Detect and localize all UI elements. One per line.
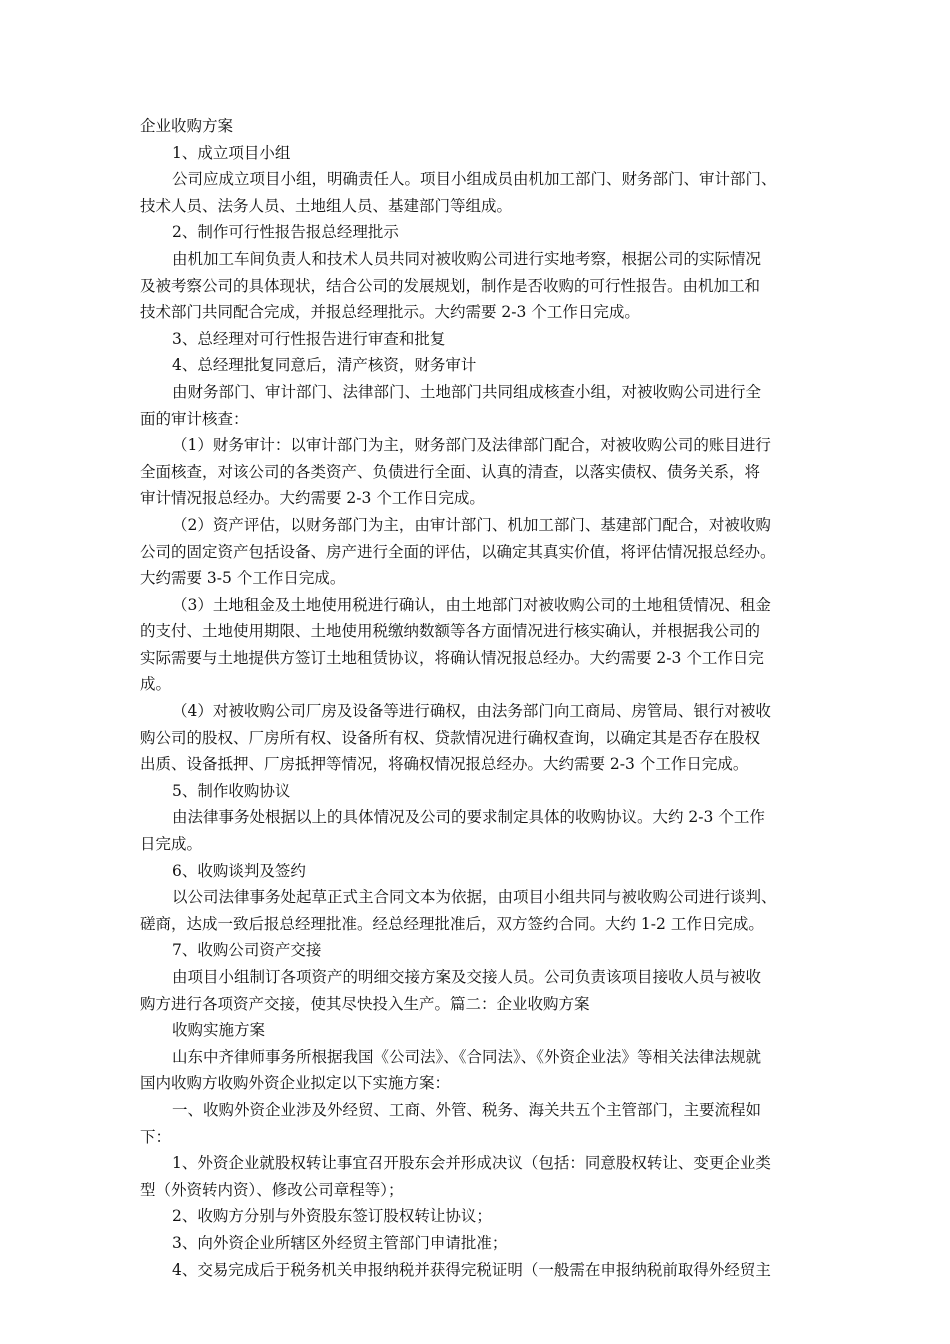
text-line: 实际需要与土地提供方签订土地租赁协议，将确认情况报总经办。大约需要 2-3 个工作日完 — [140, 648, 764, 667]
text-line: 技术人员、法务人员、土地组人员、基建部门等组成。 — [140, 196, 513, 215]
text-line: 5、制作收购协议 — [172, 781, 291, 800]
text-line: 公司的固定资产包括设备、房产进行全面的评估，以确定其真实价值，将评估情况报总经办。 — [140, 542, 776, 561]
text-line: 日完成。 — [140, 835, 203, 854]
text-line: 由机加工车间负责人和技术人员共同对被收购公司进行实地考察，根据公司的实际情况 — [172, 249, 762, 268]
text-line: 公司应成立项目小组，明确责任人。项目小组成员由机加工部门、财务部门、审计部门、 — [172, 170, 777, 189]
text-line: 1、外资企业就股权转让事宜召开股东会并形成决议（包括：同意股权转让、变更企业类 — [172, 1154, 771, 1173]
text-line: 由项目小组制订各项资产的明细交接方案及交接人员。公司负责该项目接收人员与被收 — [172, 968, 762, 986]
document-title: 企业收购方案 — [140, 117, 234, 135]
text-line: 成。 — [140, 675, 172, 694]
text-line: 6、收购谈判及签约 — [172, 861, 306, 880]
text-line: （4）对被收购公司厂房及设备等进行确权，由法务部门向工商局、房管局、银行对被收 — [172, 702, 771, 721]
text-line: 7、收购公司资产交接 — [172, 941, 322, 960]
text-line: 磋商，达成一致后报总经理批准。经总经理批准后，双方签约合同。大约 1-2 工作日完成。 — [140, 914, 764, 933]
text-line: 大约需要 3-5 个工作日完成。 — [140, 569, 346, 588]
text-line: 面的审计核查： — [140, 409, 249, 428]
text-line: 3、向外资企业所辖区外经贸主管部门申请批准； — [172, 1233, 508, 1252]
text-line: 国内收购方收购外资企业拟定以下实施方案： — [140, 1074, 451, 1093]
text-line: 由财务部门、审计部门、法律部门、土地部门共同组成核查小组，对被收购公司进行全 — [172, 382, 762, 401]
text-line: 的支付、土地使用期限、土地使用税缴纳数额等各方面情况进行核实确认，并根据我公司的 — [140, 622, 761, 641]
text-line: 山东中齐律师事务所根据我国《公司法》、《合同法》、《外资企业法》等相关法律法规就 — [172, 1047, 762, 1066]
text-line: 收购实施方案 — [172, 1021, 266, 1040]
text-line: 及被考察公司的具体现状，结合公司的发展规划，制作是否收购的可行性报告。由机加工和 — [140, 276, 761, 295]
text-line: 2、制作可行性报告报总经理批示 — [172, 223, 399, 242]
text-line: 2、收购方分别与外资股东签订股权转让协议； — [172, 1207, 492, 1226]
text-line: （3）土地租金及土地使用税进行确认，由土地部门对被收购公司的土地租赁情况、租金 — [172, 595, 771, 614]
text-line: 以公司法律事务处起草正式主合同文本为依据，由项目小组共同与被收购公司进行谈判、 — [172, 888, 777, 907]
text-line: 4、总经理批复同意后，清产核资，财务审计 — [172, 356, 477, 375]
text-line: 型（外资转内资）、修改公司章程等）； — [140, 1180, 404, 1199]
text-line: 由法律事务处根据以上的具体情况及公司的要求制定具体的收购协议。大约 2-3 个工作 — [172, 808, 765, 827]
text-line: 一、收购外资企业涉及外经贸、工商、外管、税务、海关共五个主管部门，主要流程如 — [172, 1100, 762, 1119]
text-line: 审计情况报总经办。大约需要 2-3 个工作日完成。 — [140, 489, 485, 508]
text-line: 下： — [140, 1127, 172, 1146]
document-page — [140, 113, 820, 1283]
text-line: （2）资产评估，以财务部门为主，由审计部门、机加工部门、基建部门配合，对被收购 — [172, 515, 771, 534]
text-line: 购公司的股权、厂房所有权、设备所有权、贷款情况进行确权查询，以确定其是否存在股权 — [140, 728, 761, 747]
text-line: （1）财务审计：以审计部门为主，财务部门及法律部门配合，对被收购公司的账目进行 — [172, 436, 771, 455]
text-line: 3、总经理对可行性报告进行审查和批复 — [172, 329, 446, 348]
text-line: 技术部门共同配合完成，并报总经理批示。大约需要 2-3 个工作日完成。 — [140, 303, 640, 322]
text-line: 全面核查，对该公司的各类资产、负债进行全面、认真的清查，以落实债权、债务关系，将 — [140, 462, 761, 481]
text-line: 出质、设备抵押、厂房抵押等情况，将确权情况报总经办。大约需要 2-3 个工作日完成。 — [140, 755, 749, 774]
text-line: 1、成立项目小组 — [172, 143, 291, 162]
text-line: 购方进行各项资产交接，使其尽快投入生产。篇二：企业收购方案 — [140, 994, 590, 1013]
text-line: 4、交易完成后于税务机关申报纳税并获得完税证明（一般需在申报纳税前取得外经贸主 — [172, 1260, 771, 1279]
